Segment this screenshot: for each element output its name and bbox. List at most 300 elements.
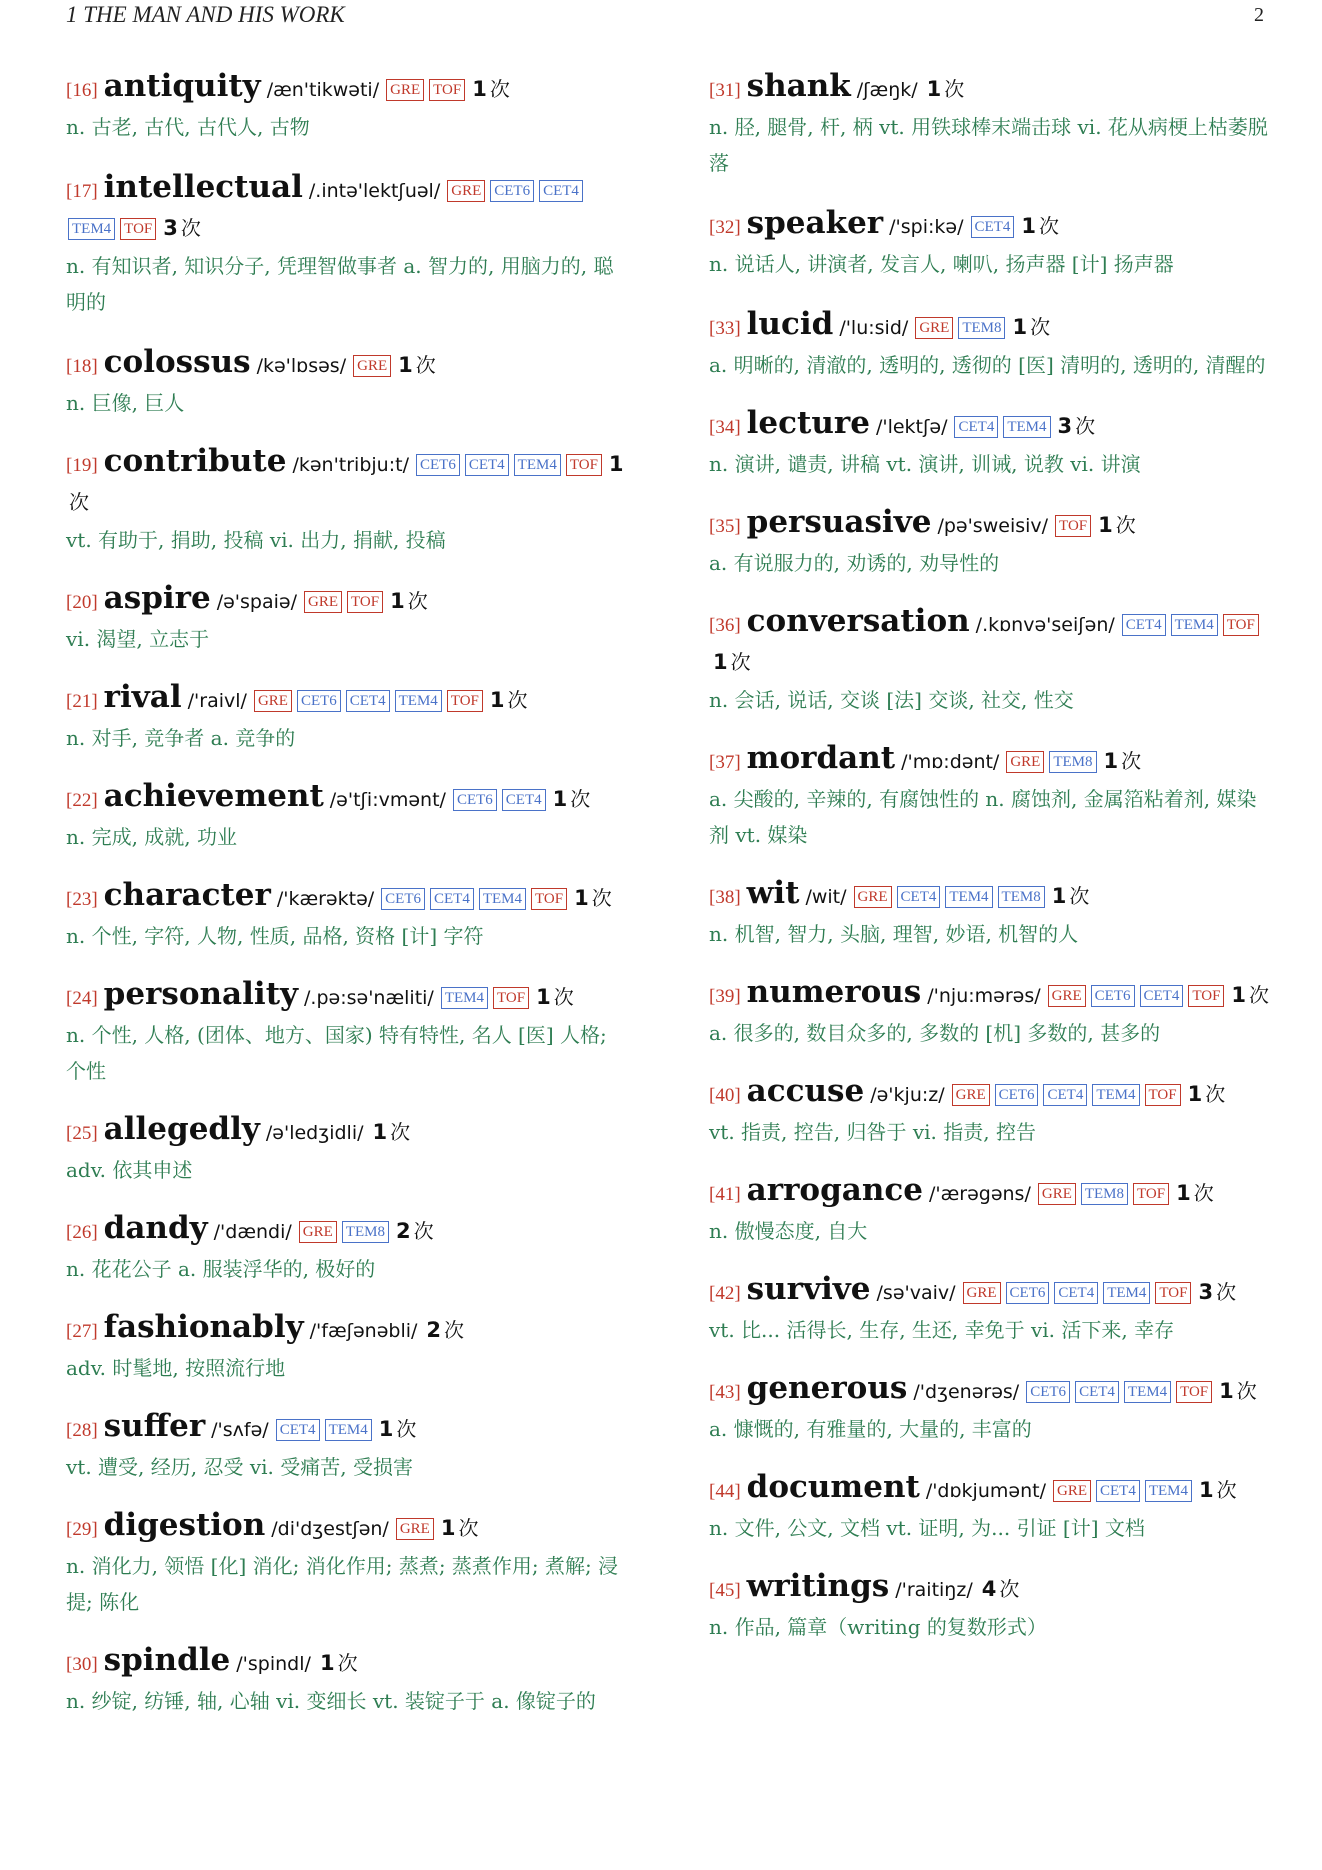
exam-tag-badge: TOF [347,591,383,613]
pronunciation: /'dɒkjumənt/ [925,1480,1046,1502]
frequency-unit: 次 [390,1120,411,1144]
exam-tag-badge: CET4 [539,180,583,202]
frequency-unit: 次 [489,77,510,101]
entry-index: [37] [709,752,741,773]
definition: n. 古老, 古代, 古代人, 古物 [66,115,310,139]
frequency-unit: 次 [1193,1181,1214,1205]
exam-tag-badge: TOF [120,218,156,240]
frequency-count: 3 [163,216,178,240]
exam-tag-badge: TOF [493,987,529,1009]
exam-tag-badge: CET6 [381,888,425,910]
exam-tag-badge: TEM4 [325,1419,372,1441]
exam-tag-badge: GRE [854,886,892,908]
frequency-unit: 次 [69,490,89,514]
vocab-entry [709,205,1276,282]
exam-tag-badge: CET4 [1043,1084,1087,1106]
entry-headline [66,778,633,819]
entry-headline [709,405,1276,446]
frequency-count: 1 [1219,1379,1234,1403]
exam-tag-badge: TEM4 [1124,1381,1171,1403]
entry-index: [19] [66,455,98,476]
pronunciation: /ə'ledʒidli/ [265,1122,364,1144]
headword: colossus [103,344,251,380]
entry-index: [18] [66,356,98,377]
exam-tag-badge: TEM8 [1049,751,1096,773]
headword: wit [746,875,800,911]
entry-headline [709,68,1276,109]
exam-tag-badge: TEM4 [395,690,442,712]
pronunciation: /'nju:mərəs/ [927,985,1041,1007]
exam-tag-badge: GRE [254,690,292,712]
frequency-unit: 次 [1216,1280,1237,1304]
entry-headline [66,580,633,621]
entry-index: [39] [709,986,741,1007]
vocab-entry [66,580,633,657]
exam-tag-badge: CET4 [430,888,474,910]
headword: allegedly [103,1111,260,1147]
definition: n. 机智, 智力, 头脑, 理智, 妙语, 机智的人 [709,922,1079,946]
entry-index: [44] [709,1481,741,1502]
exam-tag-badge: TOF [1188,985,1224,1007]
entry-index: [20] [66,592,98,613]
definition: n. 演讲, 谴责, 讲稿 vt. 演讲, 训诫, 说教 vi. 讲演 [709,452,1141,476]
definition: vt. 遭受, 经历, 忍受 vi. 受痛苦, 受损害 [66,1455,413,1479]
headword: lucid [746,306,834,342]
exam-tag-badge: CET4 [971,216,1015,238]
entry-headline [66,1111,633,1152]
entry-headline [66,679,633,720]
headword: aspire [103,580,211,616]
exam-tag-badge: TEM4 [1171,614,1218,636]
pronunciation: /'mɒ:dənt/ [901,751,1000,773]
entry-headline [66,1210,633,1251]
frequency-count: 1 [440,1516,456,1540]
frequency-count: 1 [1176,1181,1191,1205]
pronunciation: /'sʌfə/ [211,1419,269,1441]
entry-headline [709,875,1276,916]
exam-tag-badge: CET4 [502,789,546,811]
definition: a. 慷慨的, 有雅量的, 大量的, 丰富的 [709,1417,1032,1441]
exam-tag-badge: CET4 [465,454,509,476]
frequency-unit: 次 [553,985,574,1009]
entry-headline [709,974,1276,1015]
definition: n. 说话人, 讲演者, 发言人, 喇叭, 扬声器 [计] 扬声器 [709,252,1174,276]
vocab-entry [66,976,633,1089]
entry-index: [27] [66,1321,98,1342]
frequency-unit: 次 [1075,414,1096,438]
frequency-count: 1 [1051,884,1067,908]
exam-tag-badge: TOF [447,690,483,712]
frequency-count: 1 [1231,983,1247,1007]
exam-tag-badge: CET6 [1006,1282,1050,1304]
frequency-unit: 次 [1069,884,1090,908]
entry-index: [22] [66,790,98,811]
vocab-entry [66,1309,633,1386]
frequency-count: 4 [981,1577,997,1601]
headword: suffer [103,1408,206,1444]
vocab-entry [709,504,1276,581]
vocab-entry [709,1271,1276,1348]
exam-tag-badge: CET4 [1054,1282,1098,1304]
headword: document [746,1469,920,1505]
pronunciation: /.intə'lektʃuəl/ [308,180,441,202]
pronunciation: /sə'vaiv/ [876,1282,956,1304]
vocab-entry [66,679,633,756]
frequency-count: 1 [552,787,568,811]
frequency-unit: 次 [1038,214,1059,238]
definition: n. 个性, 人格, (团体、地方、国家) 特有特性, 名人 [医] 人格; 个性 [66,1023,607,1083]
vocab-entry [66,1642,633,1719]
frequency-unit: 次 [570,787,591,811]
frequency-unit: 次 [944,77,965,101]
exam-tag-badge: CET6 [995,1084,1039,1106]
entry-headline [66,443,633,522]
exam-tag-badge: TEM8 [342,1221,389,1243]
pronunciation: /.kɒnvə'seiʃən/ [975,614,1115,636]
frequency-count: 1 [489,688,505,712]
vocab-entry [66,1111,633,1188]
vocab-entry [709,1568,1276,1645]
vocab-entry [66,877,633,954]
pronunciation: /.pə:sə'næliti/ [304,987,434,1009]
vocab-entry [709,405,1276,482]
headword: conversation [746,603,970,639]
definition: n. 胫, 腿骨, 杆, 柄 vt. 用铁球棒末端击球 vi. 花从病梗上枯萎脱落 [709,115,1268,175]
entry-headline [66,877,633,918]
exam-tag-badge: CET4 [1075,1381,1119,1403]
entry-index: [21] [66,691,98,712]
headword: mordant [746,740,896,776]
definition: n. 傲慢态度, 自大 [709,1219,868,1243]
headword: character [103,877,271,913]
pronunciation: /wit/ [805,886,847,908]
definition: vi. 渴望, 立志于 [66,627,210,651]
exam-tag-badge: GRE [952,1084,990,1106]
headword: rival [103,679,182,715]
frequency-count: 1 [1012,315,1028,339]
frequency-unit: 次 [407,589,428,613]
entry-headline [66,344,633,385]
exam-tag-badge: TEM4 [441,987,488,1009]
entry-headline [66,1507,633,1548]
vocab-entry [66,1507,633,1620]
headword: spindle [103,1642,231,1678]
exam-tag-badge: TEM4 [1145,1480,1192,1502]
vocab-entry [66,778,633,855]
exam-tag-badge: GRE [396,1518,434,1540]
pronunciation: /'fæʃənəbli/ [309,1320,418,1342]
entry-headline [709,740,1276,781]
frequency-count: 1 [398,353,413,377]
exam-tag-badge: CET6 [297,690,341,712]
pronunciation: /'lektʃə/ [875,416,948,438]
left-column [66,68,633,1719]
entry-headline [709,205,1276,246]
definition: n. 对手, 竞争者 a. 竞争的 [66,726,296,750]
headword: shank [746,68,851,104]
exam-tag-badge: CET6 [1026,1381,1070,1403]
pronunciation: /'dændi/ [213,1221,292,1243]
definition: adv. 时髦地, 按照流行地 [66,1356,286,1380]
frequency-unit: 次 [1236,1379,1257,1403]
exam-tag-badge: TOF [429,79,465,101]
entry-index: [35] [709,516,741,537]
exam-tag-badge: TEM4 [1003,416,1050,438]
exam-tag-badge: TOF [1133,1183,1169,1205]
definition: n. 巨像, 巨人 [66,391,185,415]
entry-headline [709,603,1276,682]
pronunciation: /kə'lɒsəs/ [256,355,347,377]
entry-columns [66,68,1276,1719]
vocab-entry [709,1073,1276,1150]
headword: digestion [103,1507,266,1543]
right-column [709,68,1276,1719]
headword: numerous [746,974,922,1010]
frequency-count: 1 [926,77,942,101]
entry-headline [66,1408,633,1449]
headword: speaker [746,205,884,241]
entry-index: [23] [66,889,98,910]
exam-tag-badge: CET6 [416,454,460,476]
pronunciation: /'ærəgəns/ [928,1183,1031,1205]
frequency-count: 1 [472,77,487,101]
entry-headline [709,1073,1276,1114]
definition: a. 很多的, 数目众多的, 多数的 [机] 多数的, 甚多的 [709,1021,1161,1045]
frequency-unit: 次 [1216,1478,1237,1502]
pronunciation: /kən'tribju:t/ [292,454,409,476]
frequency-unit: 次 [507,688,528,712]
entry-index: [28] [66,1420,98,1441]
entry-headline [66,1642,633,1683]
exam-tag-badge: TEM4 [1103,1282,1150,1304]
frequency-count: 1 [372,1120,388,1144]
frequency-count: 1 [378,1417,394,1441]
exam-tag-badge: TEM4 [1092,1084,1139,1106]
entry-headline [66,169,633,248]
definition: n. 会话, 说话, 交谈 [法] 交谈, 社交, 性交 [709,688,1074,712]
frequency-unit: 次 [730,650,751,674]
exam-tag-badge: CET4 [954,416,998,438]
definition: a. 尖酸的, 辛辣的, 有腐蚀性的 n. 腐蚀剂, 金属箔粘着剂, 媒染剂 vt. 媒染 [709,787,1257,847]
pronunciation: /ə'spaiə/ [216,591,297,613]
definition: n. 个性, 字符, 人物, 性质, 品格, 资格 [计] 字符 [66,924,484,948]
pronunciation: /æn'tikwəti/ [266,79,380,101]
definition: adv. 依其申述 [66,1158,193,1182]
definition: n. 纱锭, 纺锤, 轴, 心轴 vi. 变细长 vt. 装锭子于 a. 像锭子的 [66,1689,596,1713]
headword: contribute [103,443,287,479]
entry-index: [26] [66,1222,98,1243]
frequency-count: 2 [395,1219,411,1243]
frequency-unit: 次 [413,1219,434,1243]
definition: n. 文件, 公文, 文档 vt. 证明, 为... 引证 [计] 文档 [709,1516,1145,1540]
entry-index: [34] [709,417,741,438]
exam-tag-badge: TOF [566,454,602,476]
headword: antiquity [103,68,261,104]
frequency-count: 2 [426,1318,442,1342]
headword: fashionably [103,1309,304,1345]
entry-headline [66,1309,633,1350]
vocab-entry [709,1370,1276,1447]
definition: n. 完成, 成就, 功业 [66,825,238,849]
definition: a. 有说服力的, 劝诱的, 劝导性的 [709,551,1000,575]
frequency-count: 1 [390,589,405,613]
running-title: 1 THE MAN AND HIS WORK [66,2,345,27]
frequency-unit: 次 [999,1577,1020,1601]
pronunciation: /'spi:kə/ [889,216,964,238]
entry-index: [36] [709,615,741,636]
pronunciation: /di'dʒestʃən/ [271,1518,389,1540]
frequency-count: 1 [608,452,624,476]
frequency-count: 1 [1103,749,1119,773]
headword: generous [746,1370,908,1406]
definition: vt. 指责, 控告, 归咎于 vi. 指责, 控告 [709,1120,1036,1144]
entry-headline [709,1271,1276,1312]
entry-index: [17] [66,181,98,202]
pronunciation: /pə'sweisiv/ [937,515,1049,537]
exam-tag-badge: GRE [386,79,424,101]
exam-tag-badge: TEM4 [68,218,115,240]
exam-tag-badge: TOF [1145,1084,1181,1106]
exam-tag-badge: GRE [963,1282,1001,1304]
exam-tag-badge: CET4 [1140,985,1184,1007]
entry-index: [43] [709,1382,741,1403]
definition: n. 消化力, 领悟 [化] 消化; 消化作用; 蒸煮; 蒸煮作用; 煮解; 浸提; 陈化 [66,1554,619,1614]
exam-tag-badge: GRE [353,355,391,377]
exam-tag-badge: TEM8 [1081,1183,1128,1205]
exam-tag-badge: GRE [304,591,342,613]
exam-tag-badge: CET6 [490,180,534,202]
definition: vt. 有助于, 捐助, 投稿 vi. 出力, 捐献, 投稿 [66,528,446,552]
entry-index: [24] [66,988,98,1009]
entry-index: [25] [66,1123,98,1144]
definition: n. 花花公子 a. 服装浮华的, 极好的 [66,1257,376,1281]
exam-tag-badge: GRE [1006,751,1044,773]
headword: writings [746,1568,890,1604]
frequency-count: 1 [713,650,728,674]
entry-headline [709,1568,1276,1609]
exam-tag-badge: GRE [1053,1480,1091,1502]
exam-tag-badge: TOF [1176,1381,1212,1403]
vocab-entry [66,68,633,145]
frequency-unit: 次 [337,1651,358,1675]
entry-index: [30] [66,1654,98,1675]
entry-index: [40] [709,1085,741,1106]
definition: n. 作品, 篇章（writing 的复数形式） [709,1615,1047,1639]
entry-headline [66,68,633,109]
exam-tag-badge: TEM8 [958,317,1005,339]
vocab-entry [709,1172,1276,1249]
definition: n. 有知识者, 知识分子, 凭理智做事者 a. 智力的, 用脑力的, 聪明的 [66,254,614,314]
exam-tag-badge: TOF [1223,614,1259,636]
headword: arrogance [746,1172,923,1208]
frequency-unit: 次 [1115,513,1136,537]
frequency-unit: 次 [180,216,201,240]
exam-tag-badge: GRE [299,1221,337,1243]
exam-tag-badge: CET6 [453,789,497,811]
vocab-entry [709,875,1276,952]
vocab-entry [66,1210,633,1287]
vocab-entry [709,740,1276,853]
entry-index: [38] [709,887,741,908]
vocab-entry [709,68,1276,181]
frequency-unit: 次 [458,1516,479,1540]
vocab-entry [66,443,633,558]
vocab-entry [709,603,1276,718]
entry-headline [709,306,1276,347]
entry-headline [709,1469,1276,1510]
exam-tag-badge: TEM4 [514,454,561,476]
vocab-entry [66,344,633,421]
pronunciation: /'raitiŋz/ [895,1579,973,1601]
pronunciation: /'kærəktə/ [276,888,375,910]
headword: survive [746,1271,871,1307]
definition: a. 明晰的, 清澈的, 透明的, 透彻的 [医] 清明的, 透明的, 清醒的 [709,353,1266,377]
headword: achievement [103,778,324,814]
frequency-unit: 次 [1030,315,1051,339]
entry-headline [709,1370,1276,1411]
definition: vt. 比... 活得长, 生存, 生还, 幸免于 vi. 活下来, 幸存 [709,1318,1175,1342]
frequency-unit: 次 [1121,749,1142,773]
entry-index: [32] [709,217,741,238]
frequency-count: 1 [1021,214,1036,238]
exam-tag-badge: CET4 [276,1419,320,1441]
exam-tag-badge: TEM4 [945,886,992,908]
exam-tag-badge: GRE [447,180,485,202]
exam-tag-badge: GRE [915,317,953,339]
entry-headline [66,976,633,1017]
exam-tag-badge: GRE [1038,1183,1076,1205]
exam-tag-badge: CET4 [346,690,390,712]
vocab-entry [709,1469,1276,1546]
pronunciation: /'raivl/ [187,690,247,712]
entry-index: [33] [709,318,741,339]
frequency-count: 1 [1187,1082,1203,1106]
pronunciation: /'dʒenərəs/ [913,1381,1020,1403]
page-number: 2 [1254,3,1264,26]
entry-index: [16] [66,80,98,101]
frequency-unit: 次 [415,353,436,377]
frequency-count: 3 [1057,414,1073,438]
exam-tag-badge: GRE [1048,985,1086,1007]
vocab-entry [709,306,1276,383]
page-header [66,0,1264,30]
frequency-unit: 次 [1205,1082,1226,1106]
frequency-count: 1 [319,1651,335,1675]
exam-tag-badge: TOF [1155,1282,1191,1304]
vocab-entry [709,974,1276,1051]
pronunciation: /'spindl/ [236,1653,311,1675]
exam-tag-badge: CET4 [897,886,941,908]
pronunciation: /'lu:sid/ [839,317,909,339]
entry-index: [29] [66,1519,98,1540]
exam-tag-badge: TOF [531,888,567,910]
headword: lecture [746,405,870,441]
frequency-count: 3 [1198,1280,1214,1304]
entry-headline [709,504,1276,545]
headword: dandy [103,1210,208,1246]
vocab-entry [66,1408,633,1485]
pronunciation: /ə'tʃi:vmənt/ [329,789,446,811]
entry-index: [41] [709,1184,741,1205]
entry-headline [709,1172,1276,1213]
frequency-unit: 次 [1249,983,1270,1007]
headword: accuse [746,1073,865,1109]
headword: intellectual [103,169,303,205]
exam-tag-badge: CET4 [1096,1480,1140,1502]
exam-tag-badge: TEM8 [998,886,1045,908]
frequency-unit: 次 [444,1318,465,1342]
pronunciation: /ə'kju:z/ [870,1084,945,1106]
